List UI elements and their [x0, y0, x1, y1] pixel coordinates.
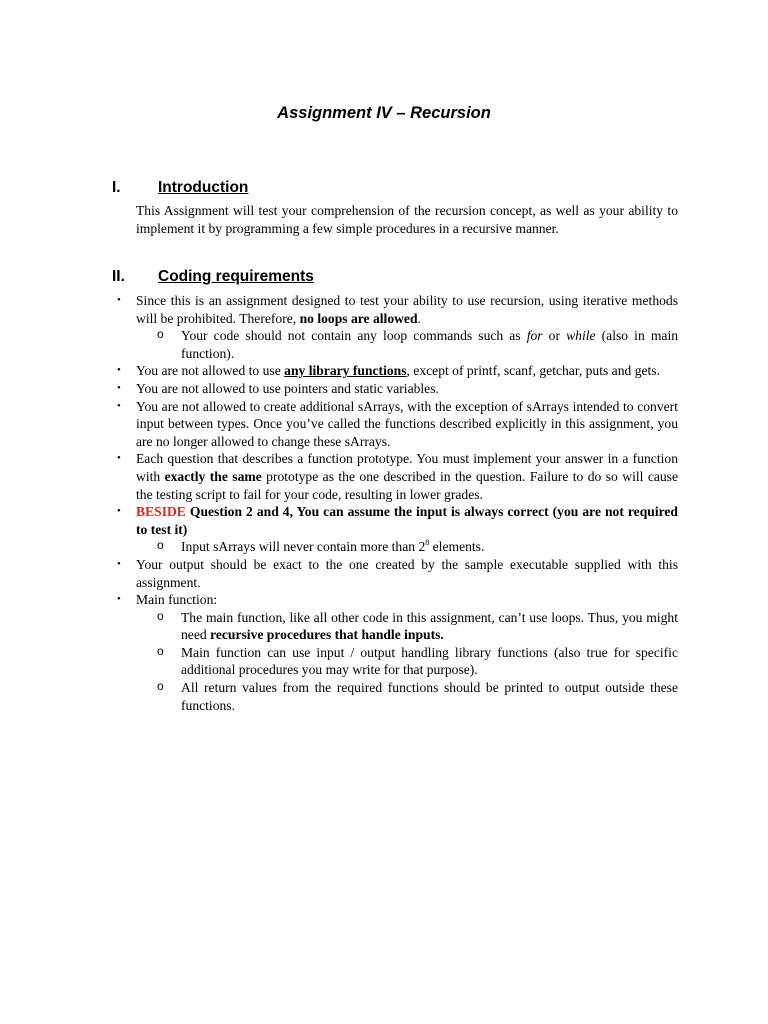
- emphasis-text: any library functions: [284, 363, 407, 379]
- section-number: II.: [112, 268, 125, 285]
- requirements-list: [0, 292, 768, 714]
- emphasis-text: exactly the same: [164, 468, 262, 484]
- intro-paragraph: This Assignment will test your comprehension of the recursion concept, as well as your ability to implement it by programming a few simple procedures in a recursive manner.: [136, 203, 678, 236]
- requirement-subitem: o All return values from the required functions should be printed to output outside these functions.: [181, 679, 678, 714]
- section-title: Introduction: [158, 179, 249, 196]
- requirement-item: • Your output should be exact to the one created by the sample executable supplied with this assignment.: [136, 556, 678, 591]
- emphasis-text: Question 2 and 4, You can assume the input is always correct (you are not required to test it): [136, 504, 678, 537]
- requirement-item: [136, 503, 678, 538]
- requirement-item: • Main function:: [136, 591, 678, 609]
- requirement-subitem: o Your code should not contain any loop commands such as for or while (also in main function).: [181, 327, 678, 362]
- requirement-item: • Each question that describes a function prototype. You must implement your answer in a function with exactly the same prototype as the one described in the question. Failure to do so will cause the testing script to fail for your code, resulting in lower grades.: [136, 450, 678, 503]
- requirement-subitem: o The main function, like all other code in this assignment, can’t use loops. Thus, you might need recursive procedures that handle inputs.: [181, 609, 678, 644]
- requirement-item: • You are not allowed to use any library functions, except of printf, scanf, getchar, puts and gets.: [136, 362, 678, 380]
- beside-label: BESIDE: [136, 504, 186, 520]
- requirement-subitem: o Input sArrays will never contain more than $2^8$ elements.: [181, 538, 678, 556]
- emphasis-text: recursive procedures that handle inputs.: [210, 627, 444, 643]
- requirement-item: • Since this is an assignment designed to test your ability to use recursion, using iterative methods will be prohibited. Therefore, no loops are allowed.: [136, 292, 678, 327]
- emphasis-text: no loops are allowed: [299, 310, 418, 326]
- requirement-subitem: o Main function can use input / output handling library functions (also true for specific additional procedures you may write for that purpose).: [181, 644, 678, 679]
- document-title: Assignment IV – Recursion: [277, 104, 491, 122]
- section-number: I.: [112, 179, 121, 196]
- requirement-item: • You are not allowed to use pointers and static variables.: [136, 380, 678, 398]
- section-title: Coding requirements: [158, 268, 314, 285]
- requirement-item: • You are not allowed to create additional sArrays, with the exception of sArrays intended to convert input between types. Once you’ve called the functions described explicitly in this assignment, you are no longer allowed to change these sArrays.: [136, 398, 678, 451]
